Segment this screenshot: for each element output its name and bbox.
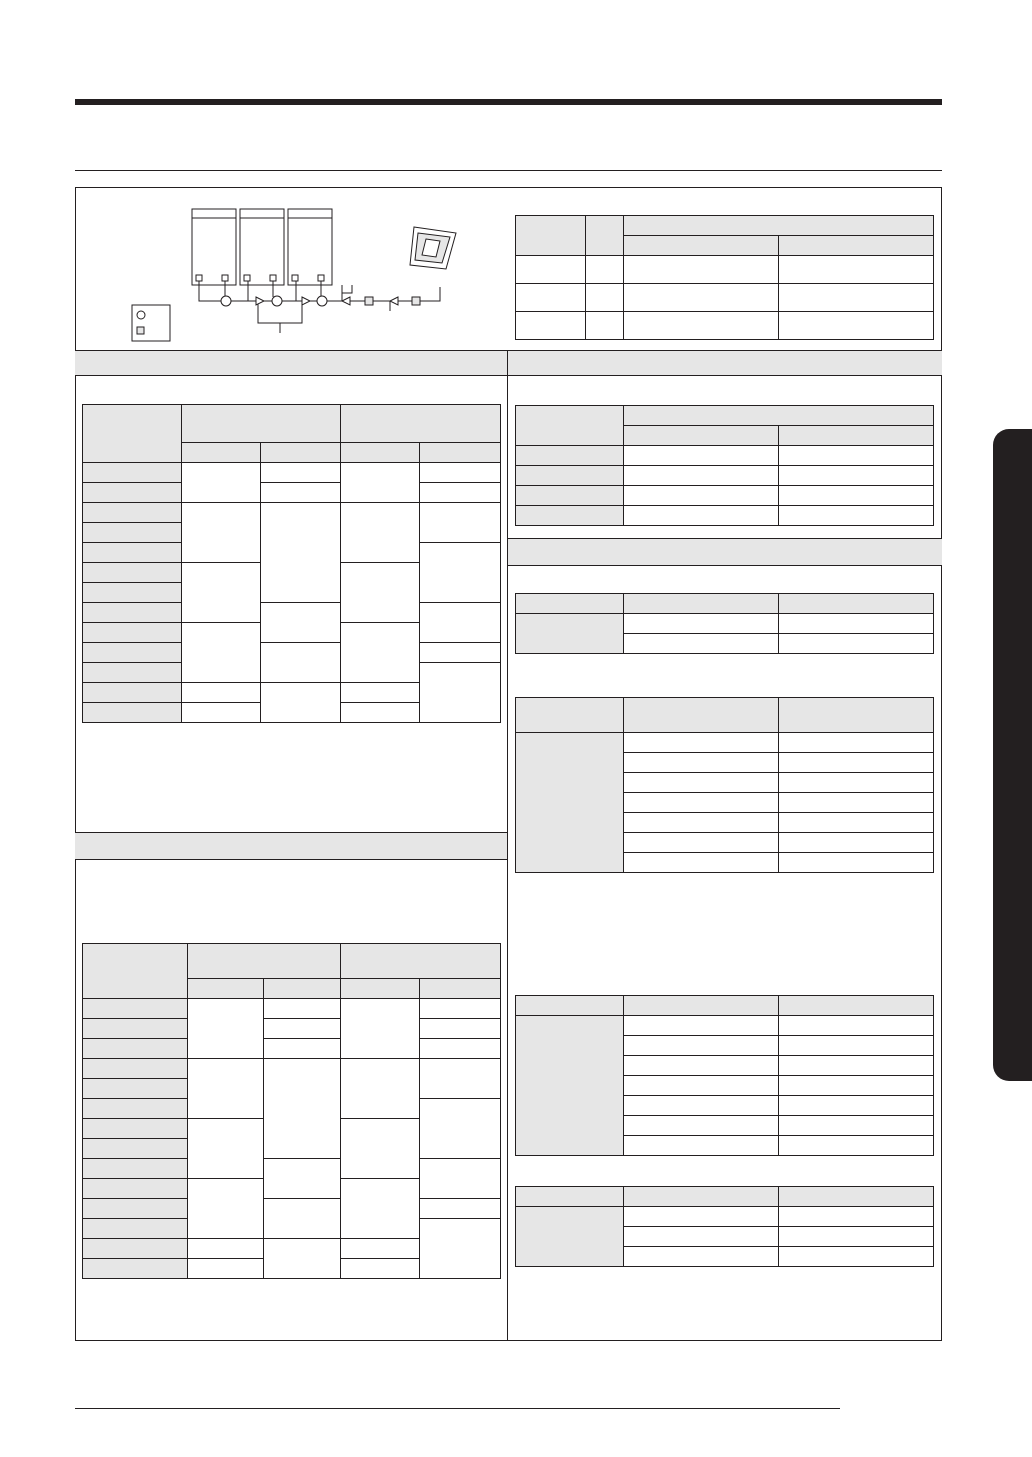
section-band-right-2	[507, 538, 942, 566]
legend-box	[132, 305, 170, 341]
right-table-e	[515, 1186, 934, 1267]
right-table-b	[515, 593, 934, 654]
left-table-1	[82, 404, 501, 723]
top-thick-rule	[75, 99, 942, 105]
column-divider	[507, 350, 508, 1341]
section-band-1	[75, 350, 942, 376]
right-table-a	[515, 405, 934, 526]
right-table-d	[515, 995, 934, 1156]
section-band-left-2	[75, 832, 508, 860]
indoor-unit-icon	[410, 227, 456, 269]
outdoor-unit-icon	[192, 209, 332, 285]
right-table-c	[515, 697, 934, 873]
footer-rule	[75, 1408, 840, 1409]
top-thin-rule	[75, 170, 942, 171]
left-table-2	[82, 943, 501, 1279]
top-right-table	[515, 215, 934, 340]
piping-diagram	[120, 205, 470, 345]
side-section-tab[interactable]	[993, 429, 1032, 1081]
